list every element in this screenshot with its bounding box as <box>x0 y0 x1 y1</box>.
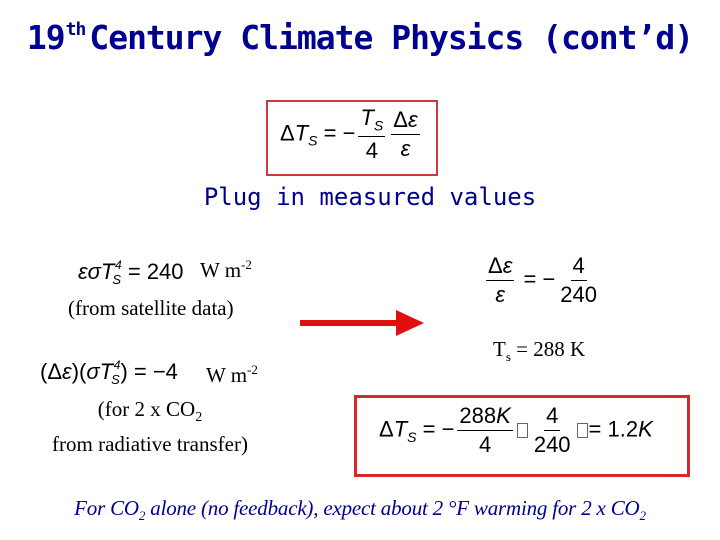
title-lead: 19 <box>26 18 65 57</box>
emission-equation: εσT$_S^4$ = 240 <box>78 258 184 288</box>
surface-temperature: $T_s = 288$ K <box>493 337 586 365</box>
main-equation-box <box>266 100 438 176</box>
result-equation: $\Delta T_S$ = − $\frac{288K}{4}$ $\frac{4}{240}$ = 1.2K <box>379 403 653 458</box>
slide-title <box>0 18 720 57</box>
main-equation: $\Delta T_S$ = − $\frac{T_S}{4}$ $\frac{\Delta\varepsilon}{\varepsilon}$ <box>280 105 418 163</box>
ratio-equation: $\frac{\Delta\varepsilon}{\varepsilon}$ = − $\frac{4}{240}$ <box>488 253 598 308</box>
title-sup: th <box>65 19 86 40</box>
footer-note: For $CO_2$ alone (no feedback), expect about 2 °F warming for 2 x $CO_2$ <box>74 496 646 524</box>
radiative-transfer-note: (for 2 x $CO_2$ from radiative transfer) <box>52 397 248 457</box>
subtitle: Plug in measured values <box>203 183 537 211</box>
forcing-equation: $(\Delta\varepsilon)(\sigma T_S^4) = -4$ <box>40 358 178 388</box>
title-rest: Century Climate Physics (cont’d) <box>89 18 694 57</box>
missing-glyph-icon <box>517 423 528 438</box>
result-equation-box <box>354 395 690 477</box>
missing-glyph-icon <box>577 423 588 438</box>
forcing-unit: W $m^{-2}$ <box>206 362 258 387</box>
arrow-right-icon <box>296 306 428 340</box>
satellite-note: (from satellite data) <box>68 296 234 320</box>
emission-unit: W $m^{-2}$ <box>200 257 252 282</box>
